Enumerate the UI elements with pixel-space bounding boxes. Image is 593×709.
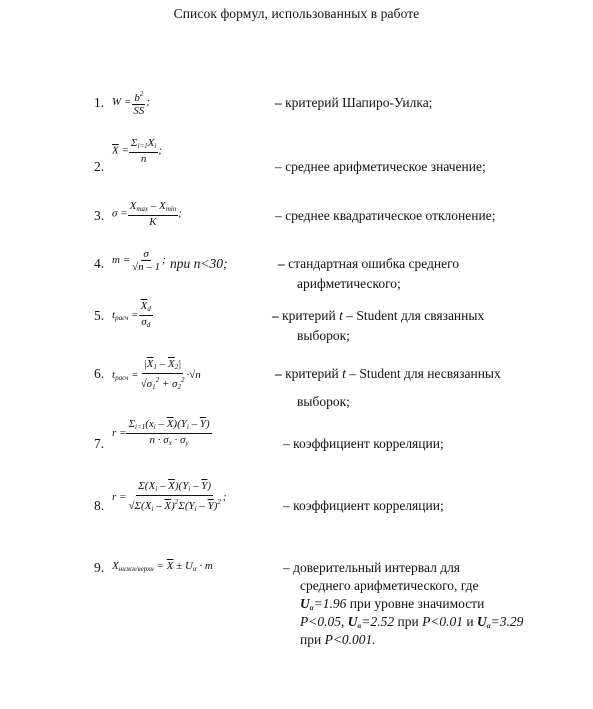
formula-description: – критерий t – Student для связанных (272, 308, 485, 323)
item-number: 2. (94, 159, 105, 174)
item-number: 7. (94, 436, 105, 451)
formula-description: – критерий Шапиро-Уилка; (275, 95, 433, 110)
item-number: 9. (94, 560, 105, 575)
formula-description-continued: арифметического; (297, 276, 401, 291)
formula-description: – среднее арифметическое значение; (275, 159, 486, 174)
formula-standard-error: m = $\frac{\sigma}{√n - 1}$ ; (112, 248, 166, 273)
item-number: 4. (94, 256, 105, 271)
formula-std-deviation: σ = $\frac{X_{max} - X_{min}}{K}$ ; (112, 200, 182, 228)
formula-description: – среднее квадратическое отклонение; (275, 208, 496, 223)
formula-correlation-2: r = $\frac{\Sigma(X_i - \overline{X})(Y_i - \overline{Y})}{√\Sigma(X_i - \overline{X})^2\Sigma(Y_i - \overline{Y})^2}$ ; (112, 480, 227, 513)
formula-description-line4: P<0.05, $U_\alpha=2.52$ при P<0.01 и $U_\alpha=3.29$ (300, 614, 524, 630)
item-number: 3. (94, 208, 105, 223)
formula-description: – коэффициент корреляции; (283, 498, 444, 513)
formula-description: – коэффициент корреляции; (283, 436, 444, 451)
formula-description: – доверительный интервал для (283, 560, 461, 575)
formula-description-continued: выборок; (297, 394, 350, 409)
formula-description-continued: среднего арифметического, где (300, 578, 479, 593)
formula-description-line3: $U_\alpha=1.96$ при уровне значимости (300, 596, 485, 612)
page-title: Список формул, использованных в работе (173, 6, 420, 21)
formula-shapiro-wilk: W = $\frac{b^2}{SS}$ ; (112, 90, 151, 117)
formula-description: – стандартная ошибка среднего (278, 256, 460, 271)
formula-description: – критерий t – Student для несвязанных (275, 366, 501, 381)
formula-t-independent: $t_{расч}$ = $\frac{|\overline{X}_1 - \overline{X}_2|}{√\sigma_1^2 + \sigma_2^2}$ ·√n (112, 358, 201, 391)
formula-condition: при n<30; (170, 256, 228, 271)
formula-description-continued: выборок; (297, 328, 350, 343)
item-number: 6. (94, 366, 105, 381)
formula-t-paired: $t_{расч}$ = $\frac{\overline{X}_d}{\sigma_d}$ (112, 300, 151, 329)
formula-mean: $\overline{X}$ = $\frac{\Sigma_{i=1}X_i}{n}$ ; (112, 137, 162, 165)
item-number: 8. (94, 498, 105, 513)
item-number: 1. (94, 95, 105, 110)
formula-description-line5: при P<0.001. (300, 632, 376, 647)
formula-correlation-1: r = $\frac{\Sigma_{i=1}(x_i - \overline{X})(Y_i - \overline{Y})}{n \cdot \sigma_x \cdot \sigma_y}$ (112, 418, 210, 447)
formula-confidence-interval: $X_{нижн/верхн} = \overline{X} \pm U_\alpha \cdot m$ (112, 560, 213, 573)
item-number: 5. (94, 308, 105, 323)
